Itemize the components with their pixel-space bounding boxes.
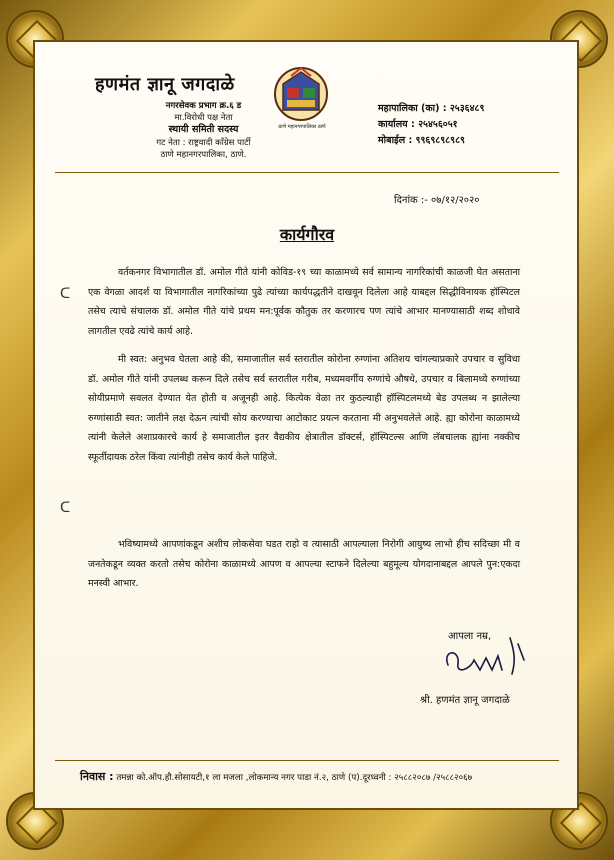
designation-group-leader: गट नेता : राष्ट्रवादी कॉंग्रेस पार्टी bbox=[156, 138, 251, 148]
signature-icon bbox=[440, 630, 540, 685]
body-paragraph-3: भविष्यामध्ये आपणांकडून अशीच लोकसेवा घडत राहो व त्यासाठी आपल्याला निरोगी आयुष्य लाभो हीच सदिच्छा मी व जनतेकडून व्यक्त करतो तसेच कोरोना काळामध्ये आपण व आपल्या स्टाफने दिलेल्या बहुमूल्य योगदानाबद्दल आपले पुन:एकदा मनस्वी आभार. bbox=[88, 539, 520, 589]
emblem-caption: ठाणे महानगरपालिका ठाणे bbox=[278, 124, 326, 130]
contact-mobile: मोबाईल : ९९६९८९८९८९ bbox=[378, 135, 465, 146]
municipal-emblem-icon bbox=[273, 66, 329, 122]
punch-hole-mark-icon: ᑕ bbox=[60, 286, 71, 302]
contact-corporation: महापालिका (का) : २५३६४८९ bbox=[378, 103, 485, 114]
contact-office: कार्यालय : २५४५६०५१ bbox=[378, 119, 458, 130]
signatory-name: श्री. हणमंत ज्ञानू जगदाळे bbox=[420, 695, 510, 706]
sender-name: हणमंत ज्ञानू जगदाळे bbox=[95, 74, 235, 95]
contact-block bbox=[378, 101, 484, 149]
closing-salutation: आपला नम्र, bbox=[448, 631, 492, 642]
designation-corporation: ठाणे महानगरपालिका, ठाणे. bbox=[160, 150, 247, 160]
footer-divider bbox=[55, 760, 559, 761]
header-divider bbox=[55, 172, 559, 173]
letter-date: दिनांक :- ०७/१२/२०२० bbox=[394, 195, 480, 206]
body-paragraph-2: मी स्वत: अनुभव घेतला आहे की, समाजातील सर्व स्तरातील कोरोना रुग्णांना अतिशय चांगल्याप्रकारे उपचार व सुविधा डॉ. अमोल गीते यांनी उपलब्ध करून दिले तसेच सर्व स्तरातील गरीब, मध्यमवर्गीय रुग्णांचे औषधे, उपचार व बिलामध्ये रुग्णांच्या सोयीप्रमाणे सवलत देण्यात येत होती व अजूनही आहे. कित्येक वेळा तर कुठल्याही हॉस्पिटलमध्ये बेड उपलब्ध न झालेल्या रुग्णांसाठी स्वत: जातीने लक्ष देऊन त्यांची सोय करण्याचा आटोकाट प्रयत्न करताना मी अनुभवलेले आहे. ह्या कोरोना काळामध्ये त्यांनी केलेले अशाप्रकारचे कार्य हे समाजातील इतर वैद्यकीय क्षेत्रातील डॉक्टर्स, हॉस्पिटल्स आणि लॅबचालक ह्यांना नक्कीच स्फूर्तीदायक ठरेल किंवा त्यांनीही तसेच कार्य केले पाहिजे. bbox=[88, 354, 520, 463]
punch-hole-mark-icon: ᑕ bbox=[60, 500, 71, 516]
letter-heading: कार्यगौरव bbox=[279, 225, 335, 244]
footer-label: निवास : bbox=[80, 770, 114, 783]
footer-address: तमन्ना को.ऑप.हौ.सोसायटी,१ ला मजला ,लोकमान्य नगर पाडा नं.२, ठाणे (प).दूरध्वनी : २५८८२०८७ /२५८८२०६७ bbox=[116, 773, 473, 783]
designation-opposition: मा.विरोधी पक्ष नेता bbox=[174, 113, 233, 123]
designation-committee: स्थायी समिती सदस्य bbox=[168, 124, 239, 135]
body-paragraph-1: वर्तकनगर विभागातील डॉ. अमोल गीते यांनी कोविड-१९ च्या काळामध्ये सर्व सामान्य नागरिकांची काळजी घेत असताना एक वेगळा आदर्श या विभागातील नागरिकांच्या पुढे त्यांच्या कार्यपद्धतीने दाखवून दिलेला आहे याबद्दल सिद्धीविनायक हॉस्पिटल तसेच त्याचे संचालक डॉ. अमोल गीते यांचे प्रथम मन:पूर्वक कौतुक तर करणारच पण त्यांचे आभार मानण्यासाठी शब्द शोधावे लागतील एवढे त्यांचे कार्य आहे. bbox=[88, 267, 520, 337]
designation-ward: नगरसेवक प्रभाग क्र.६ ड bbox=[165, 101, 242, 111]
residence-footer bbox=[80, 769, 566, 784]
